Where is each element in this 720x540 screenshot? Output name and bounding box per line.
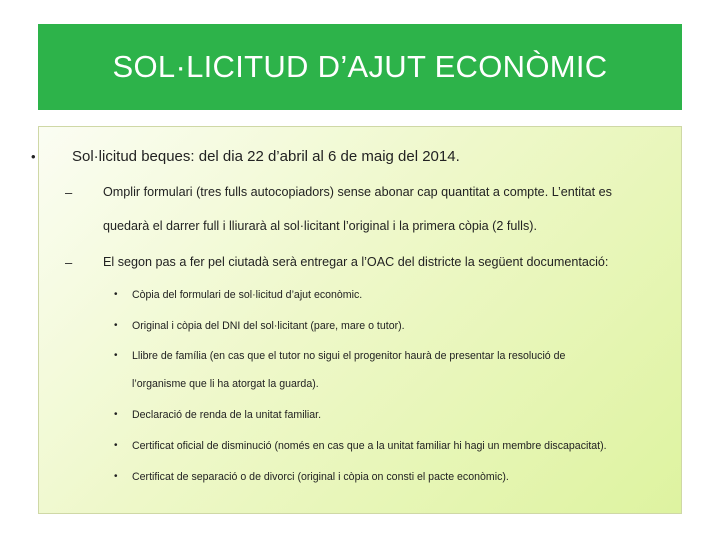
doc-item-separacio: Certificat de separació o de divorci (original i còpia on consti el pacte econòmic). [132, 471, 509, 483]
title-banner [38, 24, 682, 110]
doc-item-llibre-familia-line-1: Llibre de família (en cas que el tutor no sigui el progenitor haurà de presentar la resolució de [132, 350, 566, 362]
sub-bullet-marker: • [114, 471, 118, 482]
sub-bullet-marker: • [114, 350, 118, 361]
sub-bullet-marker: • [114, 289, 118, 300]
doc-item-formulari: Còpia del formulari de sol·licitud d’ajut econòmic. [132, 289, 363, 301]
doc-item-llibre-familia-line-2: l’organisme que li ha atorgat la guarda). [132, 378, 319, 390]
doc-item-renda: Declaració de renda de la unitat familiar. [132, 409, 322, 421]
page-title: SOL·LICITUD D’AJUT ECONÒMIC [112, 49, 608, 84]
dash-marker: – [65, 185, 73, 200]
dash-marker: – [65, 255, 73, 270]
formulari-text-line-2: quedarà el darrer full i lliurarà al sol·licitant l’original i la primera còpia (2 fulls). [103, 219, 537, 233]
content-panel [31, 126, 682, 514]
sub-bullet-marker: • [114, 440, 118, 451]
doc-item-dni: Original i còpia del DNI del sol·licitant (pare, mare o tutor). [132, 320, 405, 332]
sub-bullet-marker: • [114, 409, 118, 420]
doc-item-disminucio: Certificat oficial de disminució (només en cas que a la unitat familiar hi hagi un membre discapacitat). [132, 440, 607, 452]
sub-bullet-marker: • [114, 320, 118, 331]
beques-dates-text: Sol·licitud beques: del dia 22 d’abril al 6 de maig del 2014. [72, 148, 460, 165]
segon-pas-text: El segon pas a fer pel ciutadà serà entregar a l’OAC del districte la següent documentació: [103, 255, 609, 269]
bullet-marker: • [31, 149, 36, 164]
formulari-text-line-1: Omplir formulari (tres fulls autocopiadors) sense abonar cap quantitat a compte. L’entitat es [103, 185, 612, 199]
